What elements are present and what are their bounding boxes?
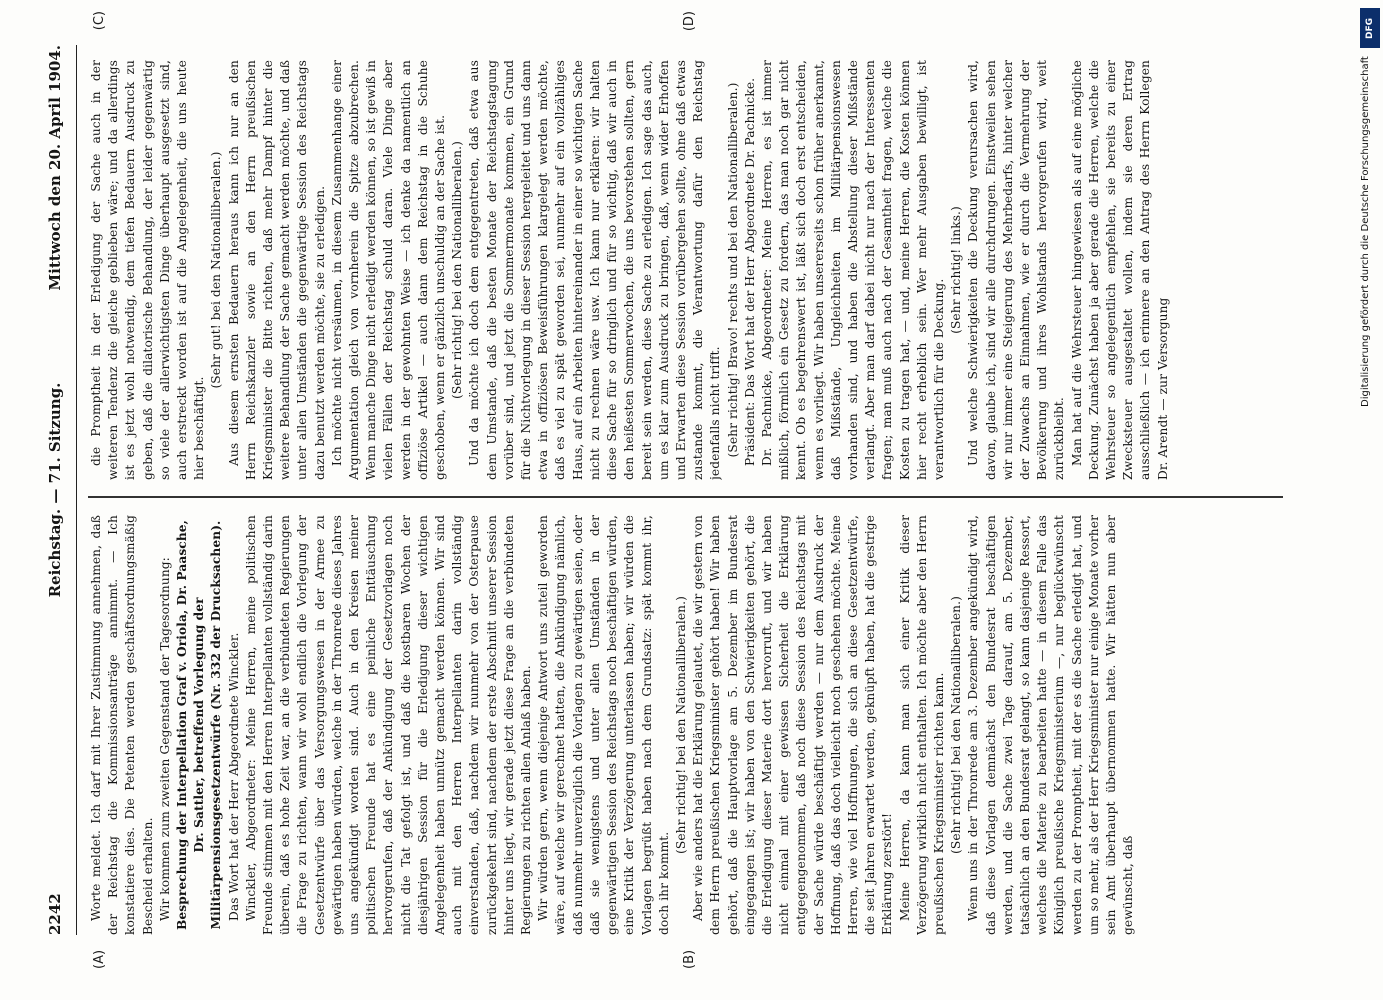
margin-marker-c: (C): [92, 11, 107, 31]
interjection: (Sehr richtig! links.): [949, 206, 964, 334]
speech-paragraph: Dr. Pachnicke, Abgeordneter: Meine Herren, es ist immer mißlich, förmlich ein Gesetz zu fordern, das man noch gar nicht kennt. Ob es begehrenswert ist, läßt sich doch erst entscheiden, wenn es vorliegt. Wir haben unsererseits schon früher anerkannt, daß Mißstände, Ungleichheiten im Militärpensionswesen vorhanden sind, und haben die Abstellung dieser Mißstände verlangt. Aber man darf dabei nicht nur nach der Interessenten fragen; man muß auch nach der Gesamtheit fragen, welche die Kosten zu tragen hat, — und, meine Herren, die Kosten können hier recht erheblich sein. Wer mehr Ausgaben bewilligt, ist verantwortlich für die Deckung.: [759, 60, 946, 480]
margin-marker-b: (B): [682, 949, 697, 969]
margin-marker-d: (D): [682, 11, 697, 32]
president-statement: Präsident: Das Wort hat der Herr Abgeordnete Dr. Pachnicke.: [742, 77, 757, 466]
speech-paragraph: Wenn uns in der Thronrede am 3. Dezember angekündigt wird, daß diese Vorlagen demnächst den Bundesrat beschäftigen werden, und die Sache zwei Tage darauf, am 5. Dezember, tatsächlich an den Bundesrat gelangt, so kann dasjenige Ressort, welches die Materie zu bearbeiten hatte — in diesem Falle das Königlich preußische Kriegsministerium —, nur beglückwünscht werden zu der Promptheit, mit der es die Sache erledigt hat, und um so mehr, als der Herr Kriegsminister nur einige Monate vorher sein Amt überhaupt übernommen hatte. Wir hätten nun aber gewünscht, daß: [966, 515, 1136, 935]
page-number: 2242: [46, 893, 64, 935]
interjection: (Sehr richtig! bei den Nationalliberalen.): [450, 141, 465, 399]
funding-note: Digitalisierung gefördert durch die Deutsche Forschungsgemeinschaft: [1360, 56, 1371, 407]
digitization-credit: [1356, 8, 1382, 993]
session-date: Mittwoch den 20. April 1904.: [46, 45, 64, 291]
speech-paragraph: Und da möchte ich doch dem entgegentreten, daß etwa aus dem Umstande, daß die besten Monate der Reichstagstagung vorüber sind, und jetzt die Sommermonate kommen, ein Grund für die Nichtvorlegung in dieser Session hergeleitet und uns dann etwa in offiziösen Beweisführungen klargelegt werden möchte, daß es viel zu spät geworden sei, nunmehr auf ein vollzähliges Haus, auf ein Arbeiten hintereinander in einer so wichtigen Sache nicht zu rechnen wäre usw. Ich kann nur erklären: wir halten diese Sache für so dringlich und für so wichtig, daß wir auch in den heißesten Sommerwochen, die uns bevorstehen sollten, gern bereit sein werden, diese Sache zu erledigen. Ich sage das auch, um es klar zum Ausdruck zu bringen, daß, wenn wider Erhoffen und Erwarten diese Session vorübergehen sollte, ohne daß etwas zustande kommt, die Verantwortung dafür den Reichstag jedenfalls nicht trifft.: [467, 60, 723, 480]
interjection: (Sehr richtig! Bravo! rechts und bei den Nationalliberalen.): [725, 82, 740, 458]
interjection: (Sehr richtig! bei den Nationalliberalen.): [949, 596, 964, 854]
interjection: (Sehr richtig! bei den Nationalliberalen.): [673, 596, 688, 854]
speech-paragraph: Wir würden gern, wenn diejenige Antwort uns zuteil geworden wäre, auf welche wir gerechnet hatten, die Ankündigung nämlich, daß nunmehr unverzüglich die Vorlagen zu gewärtigen seien, oder daß sie wenigstens und unter allen Umständen in der gegenwärtigen Session des Reichstags noch beschäftigen würden, eine Kritik der Verzögerung unterlassen haben; wir würden die Vorlagen begrüßt haben nach dem Grundsatz: spät kommt ihr, doch ihr kommt.: [536, 515, 671, 935]
paragraph: Worte meldet. Ich darf mit Ihrer Zustimmung annehmen, daß der Reichstag die Kommissionsanträge annimmt. — Ich konstatiere dies. Die Petenten werden geschäftsordnungsmäßig Bescheid erhalten.: [89, 515, 155, 935]
interjection: (Sehr gut! bei den Nationalliberalen.): [209, 151, 224, 389]
session-title: Reichstag. — 71. Sitzung.: [46, 382, 64, 598]
speech-paragraph: Ich möchte nicht versäumen, in diesem Zusammenhange einer Argumentation gleich von vornherein die Spitze abzubrechen. Wenn manche Dinge nicht erledigt werden können, so ist gewiß in vielen Fällen der Reichstag schuld daran. Viele Dinge aber werden in der gewohnten Weise — ich denke da namentlich an offiziöse Artikel — auch dann dem Reichstag in die Schuhe geschoben, wenn er gänzlich unschuldig an der Sache ist.: [329, 60, 448, 480]
speech-paragraph: die Promptheit in der Erledigung der Sache auch in der weiteren Tendenz die gleiche geblieben wäre; und da allerdings ist es jetzt wohl notwendig, dem tiefen Bedauern Ausdruck zu geben, daß die dilatorische Behandlung, der leider gegenwärtig so viele der allerwichtigsten Dinge überhaupt ausgesetzt sind, auch erstreckt worden ist auf die Angelegenheit, die uns heute hier beschäftigt.: [89, 60, 207, 480]
speech-paragraph: Und welche Schwierigkeiten die Deckung verursachen wird, davon, glaube ich, sind wir alle durchdrungen. Einstweilen sehen wir nur immer eine Steigerung des Mehrbedarfs, hinter welcher der Zuwachs an Einnahmen, wie er durch die Vermehrung der Bevölkerung und ihres Wohlstands hervorgerufen wird, weit zurückbleibt.: [966, 60, 1067, 480]
column-divider: [88, 497, 1283, 499]
speech-paragraph: Meine Herren, da kann man sich einer Kritik dieser Verzögerung wirklich nicht enthalten. Ich möchte aber den Herrn preußischen Kriegsminister richten kann.: [897, 515, 946, 935]
speech-paragraph: Aus diesem ernsten Bedauern heraus kann ich nur an den Herrn Reichskanzler sowie an den Herrn preußischen Kriegsminister die Bitte richten, daß mehr Dampf hinter die weitere Behandlung der Sache gemacht werden möchte, und daß unter allen Umständen die gegenwärtige Session des Reichstags dazu benutzt werden möchte, sie zu erledigen.: [226, 60, 327, 480]
speech-paragraph: Aber wie anders hat die Erklärung gelautet, die wir gestern von dem Herrn preußischen Kriegsminister gehört haben! Wir haben gehört, daß die Hauptvorlage am 5. Dezember im Bundesrat eingegangen ist; wir haben von den Schwierigkeiten gehört, die die Erledigung dieser Materie dort hervorruft, und wir haben nicht einmal mit einer gewissen Sicherheit die Erklärung entgegengenommen, daß noch diese Session des Reichstags mit der Sache würde beschäftigt werden — nur dem Ausdruck der Hoffnung, daß das doch vielleicht noch geschehen möchte. Meine Herren, wie viel Hoffnungen, die sich an diese Gesetzentwürfe, die seit Jahren erwartet werden, geknüpft haben, hat die gestrige Erklärung zerstört!: [691, 515, 895, 935]
left-column: [88, 515, 1283, 935]
rotated-page-content: [42, 11, 1292, 969]
page-header: [42, 45, 77, 935]
speech-paragraph: Man hat auf die Wehrsteuer hingewiesen als auf eine mögliche Deckung. Zunächst haben ja aber gerade die Herren, welche die Wehrsteuer so angelegentlich empfehlen, sie bereits zu einer Zwecksteuer ausgestaltet wollen, indem sie deren Ertrag ausschließlich — ich erinnere an den Antrag des Herrn Kollegen Dr. Arendt — zur Versorgung: [1069, 60, 1170, 480]
right-column: [88, 60, 1283, 480]
margin-marker-a: (A): [92, 949, 107, 969]
paragraph: Das Wort hat der Herr Abgeordnete Winckler.: [226, 632, 241, 921]
agenda-item-heading: Besprechung der Interpellation Graf v. Oriola, Dr. Paasche, Dr. Sattler, betreffend Vorlegung der Militärpensionsgesetzentwürfe (Nr. 332 der Drucksachen).: [175, 520, 224, 931]
speech-paragraph: Winckler, Abgeordneter: Meine Herren, meine politischen Freunde stimmen mit den Herren Interpellanten vollständig darin überein, daß es hohe Zeit war, an die verbündeten Regierungen die Frage zu richten, wann wir wohl endlich die Vorlegung der Gesetzentwürfe über das Versorgungswesen in der Armee zu gewärtigen haben würden, welche in der Thronrede dieses Jahres uns angekündigt worden sind. Auch in den Kreisen meiner politischen Freunde hat es eine peinliche Enttäuschung hervorgerufen, daß der Ankündigung der Gesetzvorlagen noch nicht die Tat gefolgt ist, und daß die kostbaren Wochen der diesjährigen Session für die Erledigung dieser wichtigen Angelegenheit haben unnütz gemacht werden können. Wir sind auch mit den Herren Interpellanten darin vollständig einverstanden, daß, nachdem wir nunmehr von der Osterpause zurückgekehrt sind, nachdem der erste Abschnitt unserer Session hinter uns liegt, wir gerade jetzt diese Frage an die verbündeten Regierungen zu richten allen Anlaß haben.: [243, 515, 534, 935]
paragraph: Wir kommen zum zweiten Gegenstand der Tagesordnung:: [157, 557, 172, 921]
dfg-logo: DFG: [1360, 8, 1380, 48]
